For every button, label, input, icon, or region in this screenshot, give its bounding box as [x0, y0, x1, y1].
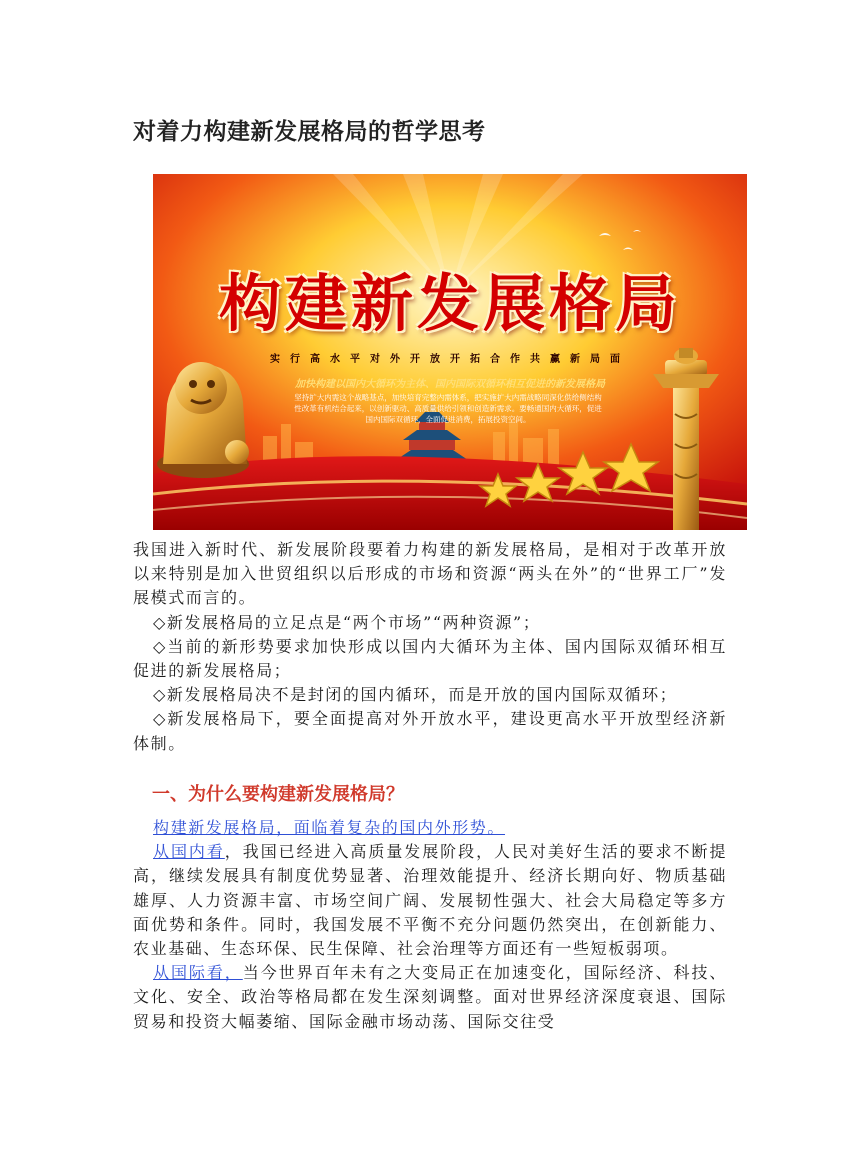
bullet-item: ◇新发展格局下，要全面提高对外开放水平，建设更高水平开放型经济新体制。 [133, 709, 727, 753]
intro-paragraph: 我国进入新时代、新发展阶段要着力构建的新发展格局，是相对于改革开放以来特别是加入世贸组织以后形成的市场和资源“两头在外”的“世界工厂”发展模式而言的。 [133, 540, 727, 608]
page-title: 对着力构建新发展格局的哲学思考 [133, 119, 486, 145]
intro-block [133, 538, 727, 756]
bullet-item: ◇新发展格局决不是封闭的国内循环，而是开放的国内国际双循环； [153, 685, 678, 705]
section-lead-paragraph [133, 816, 727, 840]
domestic-paragraph [133, 840, 727, 961]
international-paragraph [133, 961, 727, 1034]
banner-description: 坚持扩大内需这个战略基点，加快培育完整内需体系，把实施扩大内需战略同深化供给侧结构性改革有机结合起来，以创新驱动、高质量供给引领和创造新需求。要畅通国内大循环，促进国内国际双循环，全面促进消费，拓展投资空间。 [294, 393, 602, 424]
banner-slogan: 实行高水平对外开放开拓合作共赢新局面 [270, 354, 630, 365]
banner-image [153, 174, 747, 530]
section-heading: 一、为什么要构建新发展格局？ [152, 784, 404, 805]
bullet-item: ◇新发展格局的立足点是“两个市场”“两种资源”； [153, 612, 541, 632]
bullet-item: ◇当前的新形势要求加快形成以国内大循环为主体、国内国际双循环相互促进的新发展格局； [133, 636, 727, 681]
section-lead-link[interactable]: 构建新发展格局，面临着复杂的国内外形势。 [153, 818, 506, 837]
domestic-text: ，我国已经进入高质量发展阶段，人民对美好生活的要求不断提高，继续发展具有制度优势显著、治理效能提升、经济长期向好、物质基础雄厚、人力资源丰富、市场空间广阔、发展韧性强大、社会大局稳定等多方面优势和条件。同时，我国发展不平衡不充分问题仍然突出，在创新能力、农业基础、生态环保、民生保障、社会治理等方面还有一些短板弱项。 [133, 842, 727, 959]
international-text: 当今世界百年未有之大变局正在加速变化，国际经济、科技、文化、安全、政治等格局都在发生深刻调整。面对世界经济深度衰退、国际贸易和投资大幅萎缩、国际金融市场动荡、国际交往受 [133, 963, 727, 1031]
section1-block [133, 816, 727, 1034]
banner-title: 构建新发展格局 [218, 267, 681, 340]
international-link[interactable]: 从国际看， [153, 963, 243, 983]
banner-subtitle: 加快构建以国内大循环为主体、国内国际双循环相互促进的新发展格局 [295, 379, 605, 390]
domestic-link[interactable]: 从国内看 [153, 842, 225, 862]
